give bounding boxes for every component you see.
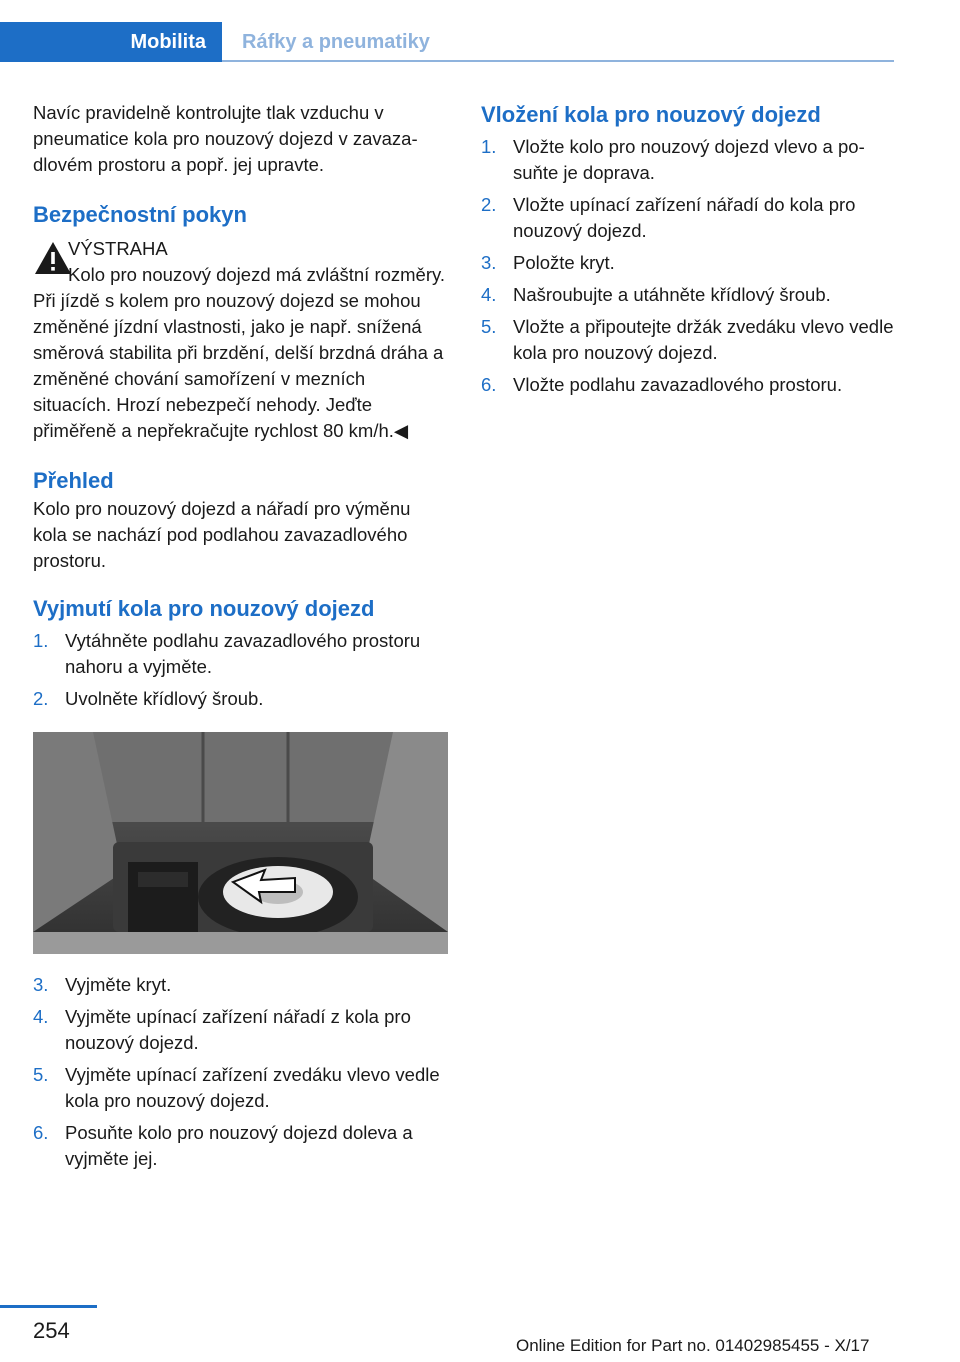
- list-item: [481, 372, 896, 398]
- step-number: 1.: [33, 630, 49, 651]
- tab-underline: [222, 60, 894, 62]
- insert-heading: Vložení kola pro nouzový dojezd: [481, 102, 821, 127]
- step-number: 6.: [33, 1122, 49, 1143]
- step-text: Vložte upínací zařízení nářadí do kola pro nouzový dojezd.: [513, 194, 856, 241]
- step-text: Vložte kolo pro nouzový dojezd vlevo a posuňte je doprava.: [513, 136, 865, 183]
- step-text: Položte kryt.: [513, 252, 615, 273]
- tab-mobilita[interactable]: Mobilita: [0, 22, 222, 62]
- list-item: [481, 134, 896, 186]
- step-text: Vložte a připoutejte držák zvedáku vlevo vedle kola pro nouzový dojezd.: [513, 316, 894, 363]
- step-text: Uvolněte křídlový šroub.: [65, 688, 264, 709]
- overview-heading: Přehled: [33, 468, 114, 493]
- list-item: [33, 972, 448, 998]
- trunk-spare-wheel-photo: [33, 732, 448, 954]
- left-column: [33, 100, 448, 1178]
- tab-rafky-a-pneumatiky[interactable]: Ráfky a pneumatiky: [242, 30, 430, 53]
- list-item: [33, 1120, 448, 1172]
- step-text: Vyjměte kryt.: [65, 974, 172, 995]
- step-number: 2.: [481, 194, 497, 215]
- insert-steps-list: [481, 134, 896, 398]
- step-number: 6.: [481, 374, 497, 395]
- page-number: 254: [33, 1318, 70, 1343]
- remove-heading: Vyjmutí kola pro nouzový dojezd: [33, 596, 375, 621]
- right-column: [481, 100, 896, 404]
- warning-block: [33, 236, 448, 444]
- step-number: 4.: [481, 284, 497, 305]
- step-number: 5.: [33, 1064, 49, 1085]
- list-item: [481, 314, 896, 366]
- list-item: [33, 1062, 448, 1114]
- step-number: 3.: [481, 252, 497, 273]
- step-number: 4.: [33, 1006, 49, 1027]
- intro-paragraph: Navíc pravidelně kontrolujte tlak vzduchu v pneumatice kola pro nouzový dojezd v zavazadlovém prostoru a popř. jej upravte.: [33, 102, 418, 175]
- remove-steps-list-a: [33, 628, 448, 712]
- list-item: [481, 250, 896, 276]
- step-number: 2.: [33, 688, 49, 709]
- step-text: Vložte podlahu zavazadlového prostoru.: [513, 374, 843, 395]
- overview-paragraph: Kolo pro nouzový dojezd a nářadí pro výměnu kola se nachází pod podlahou zavazadlového prostoru.: [33, 498, 411, 571]
- step-text: Vyjměte upínací zařízení zvedáku vlevo vedle kola pro nouzový dojezd.: [65, 1064, 440, 1111]
- remove-steps-list-b: [33, 972, 448, 1172]
- step-number: 3.: [33, 974, 49, 995]
- list-item: [33, 1004, 448, 1056]
- step-text: Našroubujte a utáhněte křídlový šroub.: [513, 284, 831, 305]
- list-item: [481, 192, 896, 244]
- safety-heading: Bezpečnostní pokyn: [33, 202, 247, 227]
- step-text: Vytáhněte podlahu zavazadlového prostoru nahoru a vyjměte.: [65, 630, 421, 677]
- list-item: [481, 282, 896, 308]
- warning-title: VÝSTRAHA: [68, 238, 168, 259]
- warning-text: Kolo pro nouzový dojezd má zvláštní rozměry. Při jízdě s kolem pro nouzový dojezd se mohou změněné jízdní vlastnosti, jako je např. snížená směrová stabilita při brzdění, delší brzdná dráha a změněné chování samořízení v mezních situacích. Hrozí nebezpečí nehody. Jeďte přiměřeně a nepřekračujte rychlost 80 km/h.◀: [33, 264, 446, 441]
- header-bar: [0, 22, 894, 62]
- footer-rule: [0, 1305, 97, 1308]
- step-number: 1.: [481, 136, 497, 157]
- step-number: 5.: [481, 316, 497, 337]
- step-text: Posuňte kolo pro nouzový dojezd doleva a vyjměte jej.: [65, 1122, 413, 1169]
- list-item: [33, 628, 448, 680]
- warning-triangle-icon: [33, 240, 73, 276]
- edition-note: Online Edition for Part no. 01402985455 - X/17: [516, 1336, 870, 1355]
- step-text: Vyjměte upínací zařízení nářadí z kola pro nouzový dojezd.: [65, 1006, 411, 1053]
- list-item: [33, 686, 448, 712]
